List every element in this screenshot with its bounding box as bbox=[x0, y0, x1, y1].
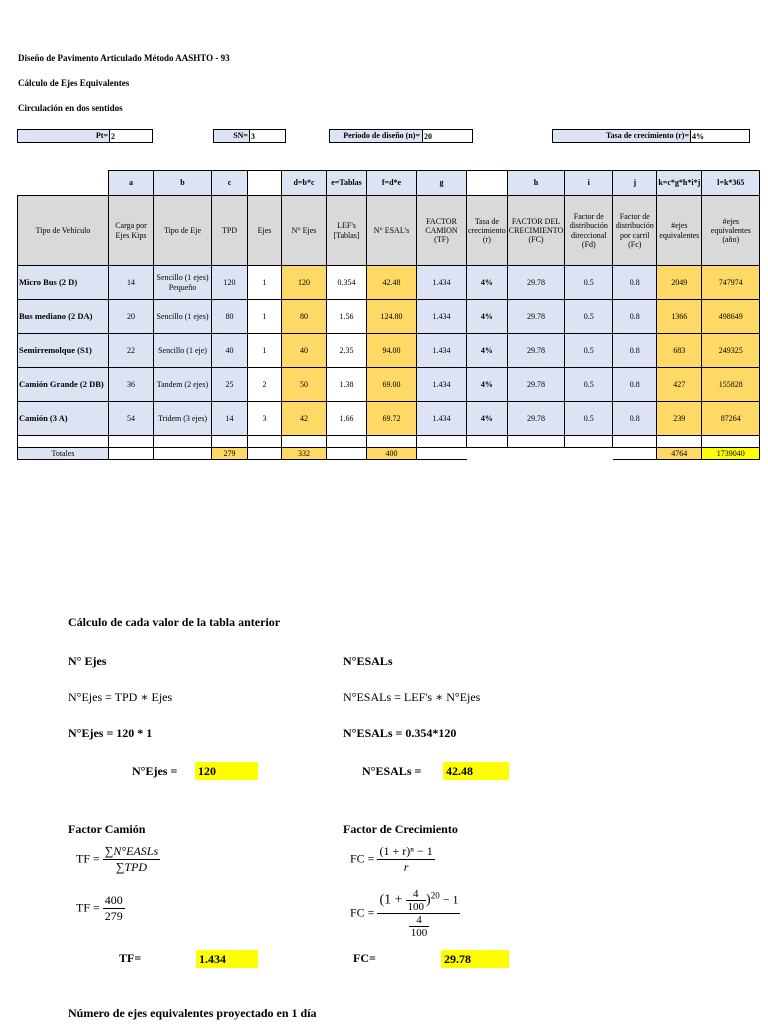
cell-ejes-equiv-anio: 747974 bbox=[702, 266, 760, 300]
cell-fc: 0.8 bbox=[613, 266, 657, 300]
column-header: N° Ejes bbox=[282, 196, 327, 266]
totals-k: 4764 bbox=[657, 448, 702, 460]
col-letter: e=Tablas bbox=[327, 171, 367, 196]
cell-ejes: 3 bbox=[248, 402, 282, 436]
cell-ejes-equiv: 239 bbox=[657, 402, 702, 436]
table-row bbox=[18, 300, 760, 334]
cell-factor-camion: 1.434 bbox=[417, 300, 467, 334]
fc-fraction bbox=[377, 844, 434, 875]
cell-ejes-equiv: 1366 bbox=[657, 300, 702, 334]
cell-tpd: 80 bbox=[212, 300, 248, 334]
cell-factor-crecimiento: 29.78 bbox=[507, 300, 565, 334]
cell-fd: 0.5 bbox=[565, 266, 613, 300]
fc-paren-open: (1 + bbox=[379, 892, 403, 908]
cell-fd: 0.5 bbox=[565, 300, 613, 334]
cell-factor-crecimiento: 29.78 bbox=[507, 368, 565, 402]
cell-n-ejes: 42 bbox=[282, 402, 327, 436]
esals-result-label: N°ESALs = bbox=[362, 764, 422, 778]
esals-result: 42.48 bbox=[443, 762, 509, 780]
cell-fd: 0.5 bbox=[565, 402, 613, 436]
tf-lhs: TF = bbox=[76, 851, 100, 866]
column-header: Tipo de Eje bbox=[154, 196, 212, 266]
tf-formula bbox=[76, 844, 160, 875]
cell-n-esals: 42.48 bbox=[367, 266, 417, 300]
column-header: LEF's [Tablas] bbox=[327, 196, 367, 266]
col-letter: l=k*365 bbox=[702, 171, 760, 196]
param-periodo-value: 20 bbox=[422, 130, 472, 142]
tf-title: Factor Camión bbox=[68, 822, 146, 836]
table-header-row bbox=[18, 196, 760, 266]
cell-ejes-equiv-anio: 87264 bbox=[702, 402, 760, 436]
col-letter: i bbox=[565, 171, 613, 196]
fc-result: 29.78 bbox=[441, 950, 509, 968]
cell-tipo-eje: Sencillo (1 ejes) bbox=[154, 300, 212, 334]
doc-subtitle-2: Circulación en dos sentidos bbox=[18, 103, 123, 113]
ejes-result: 120 bbox=[195, 762, 258, 780]
fc-numerator-2 bbox=[377, 888, 460, 914]
tf-numerator: ∑N°EASLs bbox=[104, 844, 159, 858]
param-tasa-label: Tasa de crecimiento (r)= bbox=[606, 131, 689, 140]
fc-numerator: (1 + r)ⁿ − 1 bbox=[379, 844, 433, 858]
col-letter: k=c*g*h*i*j bbox=[657, 171, 702, 196]
tf-result: 1.434 bbox=[196, 950, 258, 968]
tf-denominator-2: 279 bbox=[104, 909, 123, 923]
fc-paren-close: ) bbox=[426, 892, 431, 908]
doc-title: Diseño de Pavimento Articulado Método AASHTO - 93 bbox=[18, 53, 230, 63]
param-pt-value: 2 bbox=[109, 130, 152, 142]
totals-l: 1739040 bbox=[702, 448, 760, 460]
cell-n-esals: 124.80 bbox=[367, 300, 417, 334]
table-letter-row bbox=[18, 171, 760, 196]
cell-ejes: 1 bbox=[248, 266, 282, 300]
ejes-equivalentes-table bbox=[17, 170, 760, 460]
column-header: FACTOR CAMION (TF) bbox=[417, 196, 467, 266]
column-header: Tasa de crecimiento (r) bbox=[467, 196, 508, 266]
cell-ejes-equiv: 427 bbox=[657, 368, 702, 402]
cell-factor-camion: 1.434 bbox=[417, 368, 467, 402]
column-header: #ejes equivalentes bbox=[657, 196, 702, 266]
tf-fraction-2 bbox=[103, 893, 125, 924]
col-letter: d=b*c bbox=[282, 171, 327, 196]
fc-den-num: 4 bbox=[409, 914, 430, 927]
cell-n-esals: 94.00 bbox=[367, 334, 417, 368]
col-letter: f=d*e bbox=[367, 171, 417, 196]
cell-tasa-crecimiento: 4% bbox=[467, 334, 508, 368]
col-letter: a bbox=[109, 171, 154, 196]
cell-tipo-eje: Tandem (2 ejes) bbox=[154, 368, 212, 402]
cell-fc: 0.8 bbox=[613, 368, 657, 402]
cell-vehicle-type: Bus mediano (2 DA) bbox=[18, 300, 109, 334]
cell-fc: 0.8 bbox=[613, 334, 657, 368]
column-header: TPD bbox=[212, 196, 248, 266]
esals-formula: N°ESALs = LEF's ∗ N°Ejes bbox=[343, 690, 481, 704]
fc-lhs: FC = bbox=[350, 851, 375, 866]
param-periodo bbox=[329, 129, 473, 143]
ejes-title: N° Ejes bbox=[68, 654, 107, 668]
cell-factor-camion: 1.434 bbox=[417, 334, 467, 368]
cell-factor-crecimiento: 29.78 bbox=[507, 334, 565, 368]
fc-inner-den: 100 bbox=[407, 901, 425, 913]
tf-result-label: TF= bbox=[119, 951, 142, 965]
fc-inner-num: 4 bbox=[406, 888, 427, 901]
fc-formula bbox=[350, 844, 435, 875]
cell-vehicle-type: Semirremolque (S1) bbox=[18, 334, 109, 368]
cell-lef: 1.38 bbox=[327, 368, 367, 402]
column-header: Ejes bbox=[248, 196, 282, 266]
doc-subtitle: Cálculo de Ejes Equivalentes bbox=[18, 78, 130, 88]
fc-denominator-2 bbox=[377, 914, 460, 939]
cell-n-ejes: 50 bbox=[282, 368, 327, 402]
cell-tasa-crecimiento: 4% bbox=[467, 266, 508, 300]
esals-substitution: N°ESALs = 0.354*120 bbox=[343, 726, 457, 740]
cell-ejes: 2 bbox=[248, 368, 282, 402]
cell-vehicle-type: Camión (3 A) bbox=[18, 402, 109, 436]
column-header: Tipo de Vehículo bbox=[18, 196, 109, 266]
cell-fc: 0.8 bbox=[613, 300, 657, 334]
cell-tipo-eje: Sencillo (1 eje) bbox=[154, 334, 212, 368]
cell-n-ejes: 80 bbox=[282, 300, 327, 334]
footer-title: Número de ejes equivalentes proyectado en 1 día bbox=[68, 1006, 317, 1020]
cell-fd: 0.5 bbox=[565, 368, 613, 402]
totals-esals: 400 bbox=[367, 448, 417, 460]
cell-ejes: 1 bbox=[248, 334, 282, 368]
col-letter: c bbox=[212, 171, 248, 196]
fc-den-fraction bbox=[409, 914, 430, 939]
cell-factor-camion: 1.434 bbox=[417, 266, 467, 300]
cell-n-ejes: 120 bbox=[282, 266, 327, 300]
cell-lef: 2.35 bbox=[327, 334, 367, 368]
cell-n-ejes: 40 bbox=[282, 334, 327, 368]
cell-fd: 0.5 bbox=[565, 334, 613, 368]
col-letter: b bbox=[154, 171, 212, 196]
cell-factor-crecimiento: 29.78 bbox=[507, 266, 565, 300]
ejes-substitution: N°Ejes = 120 * 1 bbox=[68, 726, 153, 740]
cell-tpd: 25 bbox=[212, 368, 248, 402]
cell-tasa-crecimiento: 4% bbox=[467, 300, 508, 334]
totals-label: Totales bbox=[18, 448, 109, 460]
cell-ejes: 1 bbox=[248, 300, 282, 334]
column-header: Factor de distribución direccional (Fd) bbox=[565, 196, 613, 266]
ejes-formula: N°Ejes = TPD ∗ Ejes bbox=[68, 690, 173, 704]
column-header: FACTOR DEL CRECIMIENTO (FC) bbox=[507, 196, 565, 266]
cell-carga-kips: 20 bbox=[109, 300, 154, 334]
col-letter: j bbox=[613, 171, 657, 196]
cell-vehicle-type: Micro Bus (2 D) bbox=[18, 266, 109, 300]
table-row bbox=[18, 266, 760, 300]
cell-tpd: 14 bbox=[212, 402, 248, 436]
cell-lef: 1.66 bbox=[327, 402, 367, 436]
param-pt bbox=[17, 129, 153, 143]
param-pt-label: Pt= bbox=[95, 131, 108, 140]
column-header: Factor de distribución por carril (Fc) bbox=[613, 196, 657, 266]
table-spacer-row bbox=[18, 436, 760, 448]
table-row bbox=[18, 402, 760, 436]
cell-tpd: 40 bbox=[212, 334, 248, 368]
param-sn-value: 3 bbox=[249, 130, 285, 142]
cell-ejes-equiv: 683 bbox=[657, 334, 702, 368]
fc-substituted bbox=[350, 888, 460, 939]
tf-lhs-2: TF = bbox=[76, 900, 100, 915]
cell-vehicle-type: Camión Grande (2 DB) bbox=[18, 368, 109, 402]
cell-lef: 1.56 bbox=[327, 300, 367, 334]
fc-lhs-2: FC = bbox=[350, 905, 375, 920]
totals-n-ejes: 332 bbox=[282, 448, 327, 460]
calc-section-title: Cálculo de cada valor de la tabla anterior bbox=[68, 615, 281, 629]
totals-tpd: 279 bbox=[212, 448, 248, 460]
cell-carga-kips: 54 bbox=[109, 402, 154, 436]
fc-title: Factor de Crecimiento bbox=[343, 822, 458, 836]
fc-den-den: 100 bbox=[410, 927, 428, 939]
fc-exponent: 20 bbox=[430, 890, 440, 901]
cell-carga-kips: 14 bbox=[109, 266, 154, 300]
param-periodo-label: Periodo de diseño (n)= bbox=[343, 131, 420, 140]
cell-n-esals: 69.00 bbox=[367, 368, 417, 402]
cell-tipo-eje: Tridem (3 ejes) bbox=[154, 402, 212, 436]
cell-carga-kips: 22 bbox=[109, 334, 154, 368]
cell-tasa-crecimiento: 4% bbox=[467, 368, 508, 402]
esals-title: N°ESALs bbox=[343, 654, 393, 668]
totals-row bbox=[18, 448, 760, 460]
fc-fraction-2 bbox=[377, 888, 460, 939]
col-letter bbox=[467, 171, 508, 196]
cell-carga-kips: 36 bbox=[109, 368, 154, 402]
param-sn bbox=[213, 129, 286, 143]
col-letter bbox=[248, 171, 282, 196]
cell-ejes-equiv: 2049 bbox=[657, 266, 702, 300]
cell-tpd: 120 bbox=[212, 266, 248, 300]
col-letter: h bbox=[507, 171, 565, 196]
tf-denominator: ∑TPD bbox=[115, 860, 148, 874]
cell-tasa-crecimiento: 4% bbox=[467, 402, 508, 436]
column-header: N° ESAL's bbox=[367, 196, 417, 266]
table-row bbox=[18, 368, 760, 402]
cell-ejes-equiv-anio: 498649 bbox=[702, 300, 760, 334]
ejes-result-label: N°Ejes = bbox=[132, 764, 178, 778]
fc-inner-fraction bbox=[406, 888, 427, 913]
cell-lef: 0.354 bbox=[327, 266, 367, 300]
col-letter: g bbox=[417, 171, 467, 196]
tf-fraction bbox=[103, 844, 160, 875]
column-header: #ejes equivalentes (año) bbox=[702, 196, 760, 266]
param-tasa bbox=[552, 129, 750, 143]
fc-denominator: r bbox=[403, 860, 409, 874]
column-header: Carga por Ejes Kips bbox=[109, 196, 154, 266]
cell-ejes-equiv-anio: 155828 bbox=[702, 368, 760, 402]
cell-n-esals: 69.72 bbox=[367, 402, 417, 436]
cell-factor-crecimiento: 29.78 bbox=[507, 402, 565, 436]
param-sn-label: SN= bbox=[233, 131, 248, 140]
cell-ejes-equiv-anio: 249325 bbox=[702, 334, 760, 368]
fc-minus-one: − 1 bbox=[442, 892, 459, 907]
cell-factor-camion: 1.434 bbox=[417, 402, 467, 436]
tf-numerator-2: 400 bbox=[104, 893, 123, 907]
cell-tipo-eje: Sencillo (1 ejes) Pequeño bbox=[154, 266, 212, 300]
fc-result-label: FC= bbox=[353, 951, 376, 965]
cell-fc: 0.8 bbox=[613, 402, 657, 436]
tf-substituted bbox=[76, 893, 125, 924]
table-row bbox=[18, 334, 760, 368]
param-tasa-value: 4% bbox=[690, 130, 749, 142]
